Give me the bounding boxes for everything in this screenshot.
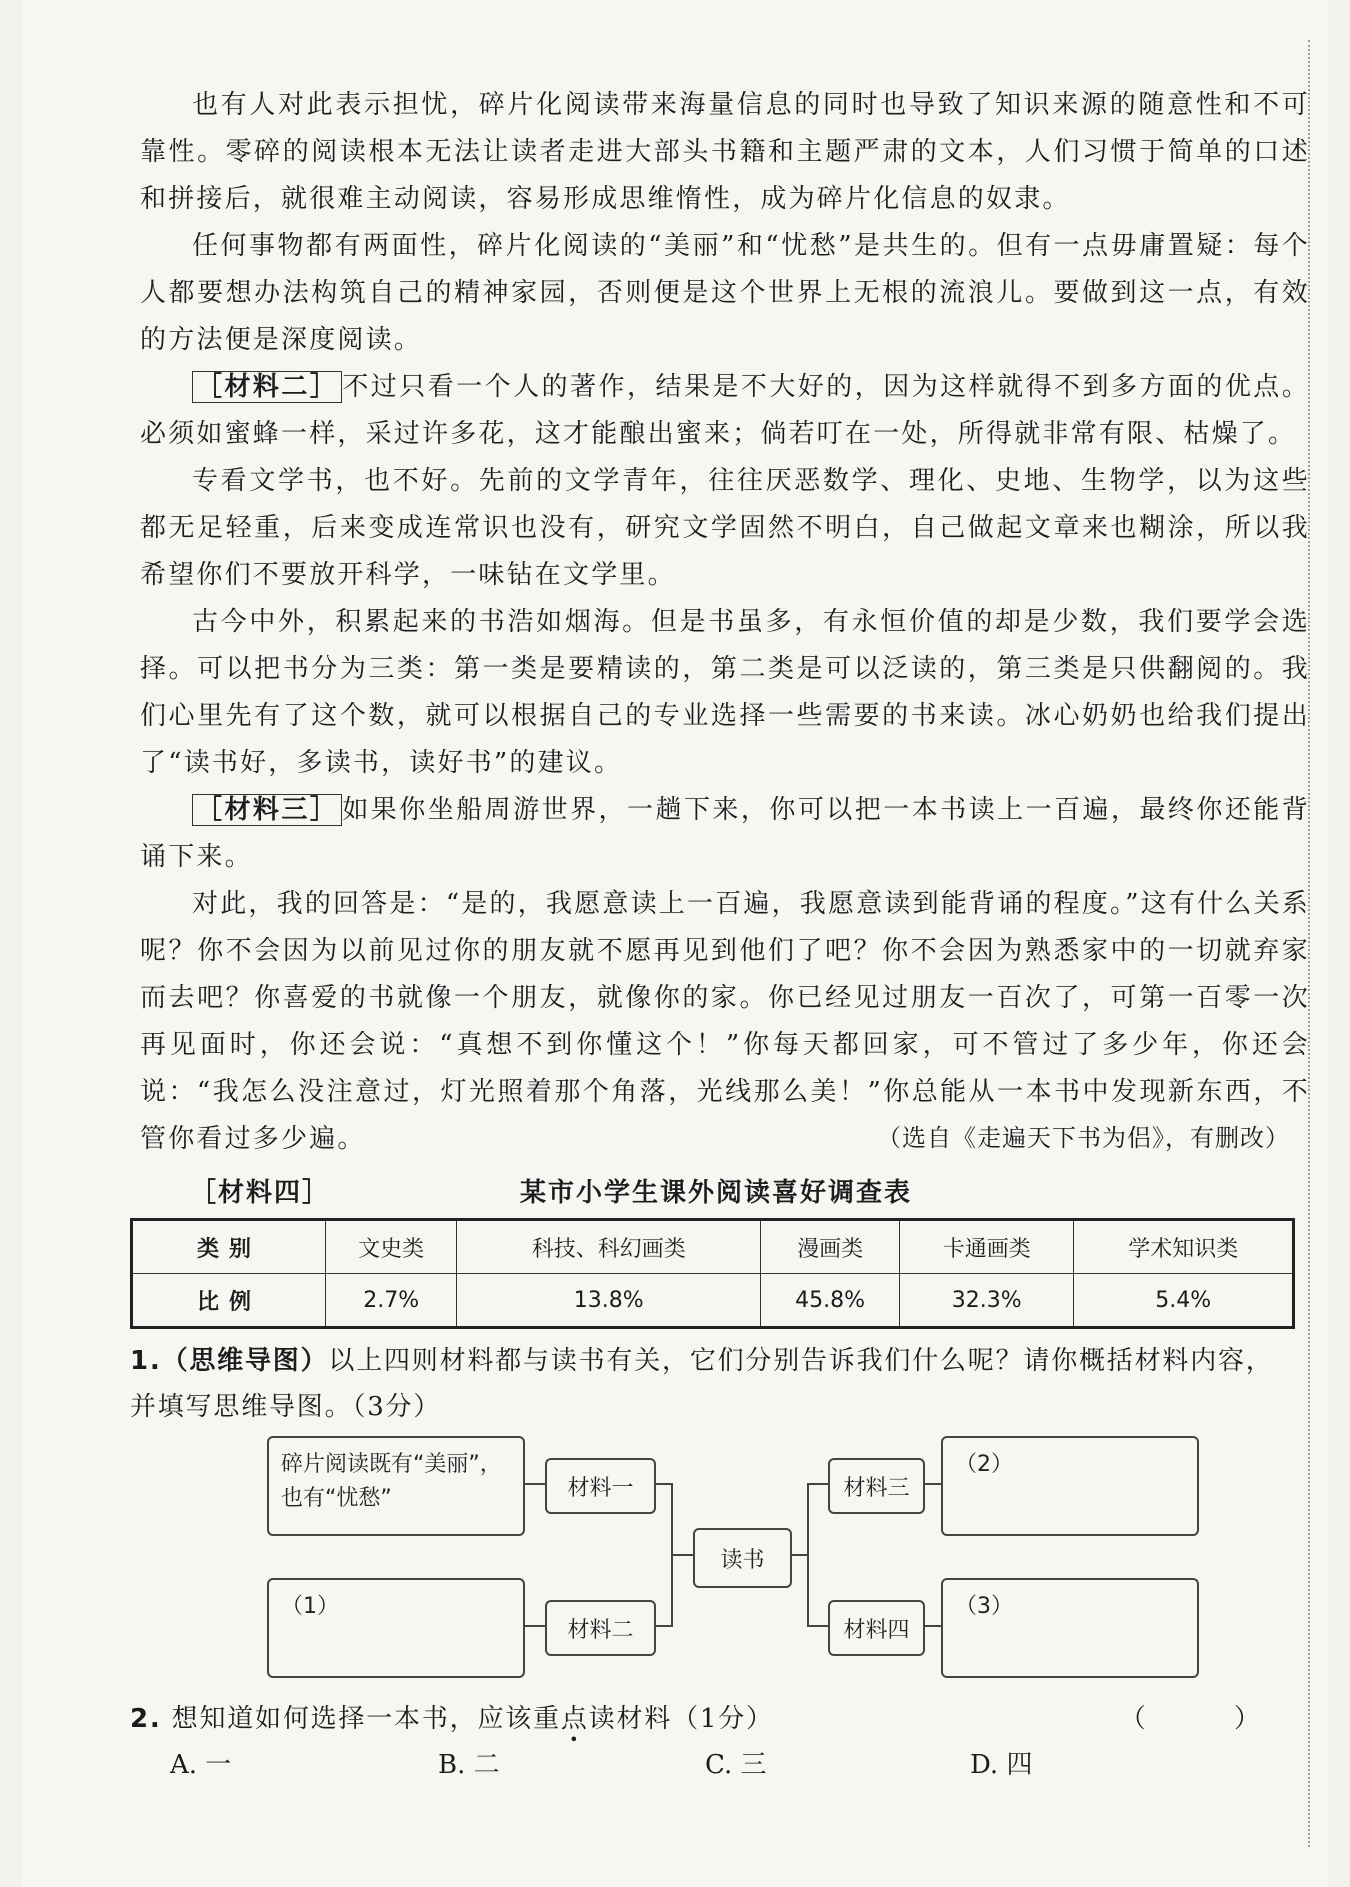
material3-tag: ［材料三］ bbox=[192, 794, 342, 826]
category-cell: 科技、科幻画类 bbox=[457, 1220, 761, 1274]
material2-tag: ［材料二］ bbox=[192, 371, 342, 403]
answer-text: 碎片阅读既有“美丽”， bbox=[281, 1452, 502, 1477]
question-tag: （思维导图） bbox=[161, 1346, 329, 1376]
table-row bbox=[132, 1274, 1294, 1328]
value-cell: 45.8% bbox=[761, 1274, 900, 1328]
paragraph: 专看文学书，也不好。先前的文学青年，往往厌恶数学、理化、史地、生物学，以为这些都无足轻重，后来变成连常识也没有，研究文学固然不明白，自己做起文章来也糊涂，所以我希望你们不要放开科学，一味钻在文学里。 bbox=[140, 466, 1310, 590]
paragraph: 也有人对此表示担忧，碎片化阅读带来海量信息的同时也导致了知识来源的随意性和不可靠性。零碎的阅读根本无法让读者走进大部头书籍和主题严肃的文本，人们习惯于简单的口述和拼接后，就很难主动阅读，容易形成思维惰性，成为碎片化信息的奴隶。 bbox=[140, 90, 1310, 214]
node-material1: 材料一 bbox=[545, 1458, 656, 1514]
option-b[interactable]: B. 二 bbox=[438, 1750, 500, 1780]
answer-blank-2[interactable] bbox=[941, 1436, 1199, 1536]
node-material4: 材料四 bbox=[828, 1600, 925, 1656]
node-material2: 材料二 bbox=[545, 1600, 656, 1656]
value-cell: 5.4% bbox=[1074, 1274, 1294, 1328]
value-cell: 2.7% bbox=[326, 1274, 457, 1328]
paragraph: 古今中外，积累起来的书浩如烟海。但是书虽多，有永恒价值的却是少数，我们要学会选择。可以把书分为三类：第一类是要精读的，第二类是可以泛读的，第三类是只供翻阅的。我们心里先有了这个数，就可以根据自己的专业选择一些需要的书来读。冰心奶奶也给我们提出了“读书好，多读书，读好书”的建议。 bbox=[140, 607, 1310, 778]
reading-passage bbox=[140, 82, 1310, 1163]
question-2 bbox=[130, 1698, 1300, 1735]
paragraph: 对此，我的回答是：“是的，我愿意读上一百遍，我愿意读到能背诵的程度。”这有什么关系呢？你不会因为以前见过你的朋友就不愿再见到他们了吧？你不会因为熟悉家中的一切就弃家而去吧？你喜爱的书就像一个朋友，就像你的家。你已经见过朋友一百次了，可第一百零一次再见面时，你还会说：“真想不到你懂这个！”你每天都回家，可不管过了多少年，你还会说：“我怎么没注意过，灯光照着那个角落，光线那么美！”你总能从一本书中发现新东西，不管你看过多少遍。 bbox=[140, 889, 1310, 1154]
question-number: 2. bbox=[130, 1704, 162, 1734]
value-cell: 32.3% bbox=[900, 1274, 1074, 1328]
blank-label: （1） bbox=[281, 1594, 339, 1619]
answer-parentheses[interactable]: （ ） bbox=[1119, 1704, 1300, 1734]
paragraph: 任何事物都有两面性，碎片化阅读的“美丽”和“忧愁”是共生的。但有一点毋庸置疑：每个人都要想办法构筑自己的精神家园，否则便是这个世界上无根的流浪儿。要做到这一点，有效的方法便是深度阅读。 bbox=[140, 231, 1310, 355]
emphasis-text: 重点读 bbox=[533, 1704, 617, 1734]
row-header: 比例 bbox=[132, 1274, 326, 1328]
value-cell: 13.8% bbox=[457, 1274, 761, 1328]
option-a[interactable]: A. 一 bbox=[170, 1750, 232, 1780]
material3-paragraph: ［材料三］ 如果你坐船周游世界，一趟下来，你可以把一本书读上一百遍，最终你还能背诵下来。 bbox=[140, 795, 1310, 872]
material2-paragraph: ［材料二］ 不过只看一个人的著作，结果是不大好的，因为这样就得不到多方面的优点。必须如蜜蜂一样，采过许多花，这才能酿出蜜来；倘若叮在一处，所得就非常有限、枯燥了。 bbox=[140, 372, 1310, 449]
table-row bbox=[132, 1220, 1294, 1274]
category-cell: 学术知识类 bbox=[1074, 1220, 1294, 1274]
category-cell: 文史类 bbox=[326, 1220, 457, 1274]
material4-label: ［材料四］ bbox=[190, 1178, 331, 1208]
survey-table bbox=[130, 1218, 1295, 1329]
answer-blank-3[interactable] bbox=[941, 1578, 1199, 1678]
source-note: （选自《走遍天下书为侣》，有删改） bbox=[877, 1124, 1290, 1152]
question-1 bbox=[130, 1338, 1300, 1430]
answer-text: 也有“忧愁” bbox=[281, 1486, 392, 1511]
answer-box-material1 bbox=[267, 1436, 525, 1536]
option-c[interactable]: C. 三 bbox=[705, 1750, 767, 1780]
node-center-reading: 读书 bbox=[693, 1528, 792, 1588]
question-number: 1. bbox=[130, 1346, 162, 1376]
question-text: 以上四则材料都与读书有关，它们分别告诉我们什么呢？请你概括材料内容，并填写思维导图。（3分） bbox=[130, 1346, 1274, 1422]
blank-label: （3） bbox=[955, 1594, 1013, 1619]
blank-label: （2） bbox=[955, 1452, 1013, 1477]
answer-blank-1[interactable] bbox=[267, 1578, 525, 1678]
question-text: 想知道如何选择一本书，应该 bbox=[171, 1704, 534, 1734]
category-cell: 卡通画类 bbox=[900, 1220, 1074, 1274]
row-header: 类别 bbox=[132, 1220, 326, 1274]
survey-title: 某市小学生课外阅读喜好调查表 bbox=[520, 1178, 913, 1208]
category-cell: 漫画类 bbox=[761, 1220, 900, 1274]
option-d[interactable]: D. 四 bbox=[970, 1750, 1033, 1780]
node-material3: 材料三 bbox=[828, 1458, 925, 1514]
question-text: 材料（1分） bbox=[616, 1704, 774, 1734]
